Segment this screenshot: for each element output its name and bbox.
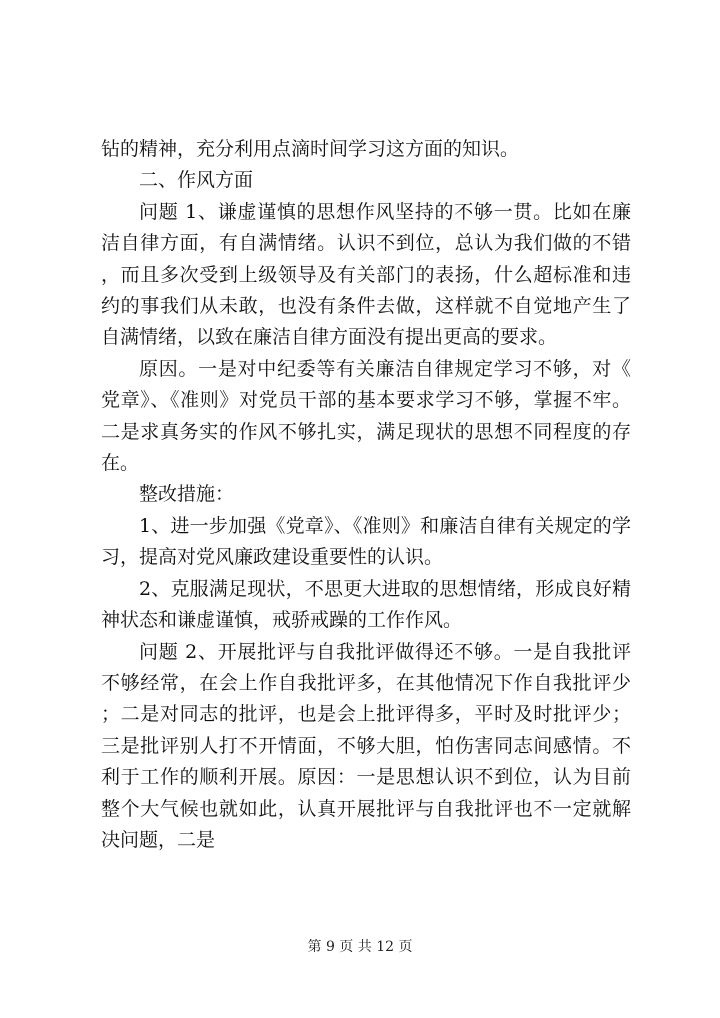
page-footer bbox=[0, 937, 720, 957]
section-heading-work-style: 二、作风方面 bbox=[139, 169, 254, 192]
paragraph-continuation: 钻的精神，充分利用点滴时间学习这方面的知识。 bbox=[101, 138, 520, 160]
paragraph-problem-2: 问题 2、开展批评与自我批评做得还不够。一是自我批评不够经常，在会上作自我批评多，在其他情况下作自我批评少；二是对同志的批评，也是会上批评得多，平时及时批评少；三是批评别人打不开情面，不够大胆，怕伤害同志间感情。不利于工作的顺利开展。原因：一是思想认识不到位，认为目前整个大气候也就如此，认真开展批评与自我批评也不一定就解决问题，二是 bbox=[101, 640, 631, 851]
paragraph-measure-1: 1、进一步加强《党章》、《准则》和廉洁自律有关规定的学习，提高对党风廉政建设重要性的认识。 bbox=[101, 514, 631, 569]
paragraph-reason: 原因。一是对中纪委等有关廉洁自律规定学习不够，对《党章》、《准则》对党员干部的基本要求学习不够，掌握不牢。二是求真务实的作风不够扎实，满足现状的思想不同程度的存在。 bbox=[101, 357, 631, 475]
paragraph-measure-2: 2、克服满足现状，不思更大进取的思想情绪，形成良好精神状态和谦虚谨慎，戒骄戒躁的工作作风。 bbox=[101, 577, 631, 632]
paragraph-rectification-heading: 整改措施： bbox=[139, 483, 235, 506]
paragraph-problem-1: 问题 1、谦虚谨慎的思想作风坚持的不够一贯。比如在廉洁自律方面，有自满情绪。认识不到位，总认为我们做的不错，而且多次受到上级领导及有关部门的表扬，什么超标准和违约的事我们从未敢，也没有条件去做，这样就不自觉地产生了自满情绪，以致在廉洁自律方面没有提出更高的要求。 bbox=[101, 200, 631, 349]
document-body bbox=[101, 134, 631, 856]
page-number-label: 第 9 页 共 12 页 bbox=[307, 939, 413, 955]
